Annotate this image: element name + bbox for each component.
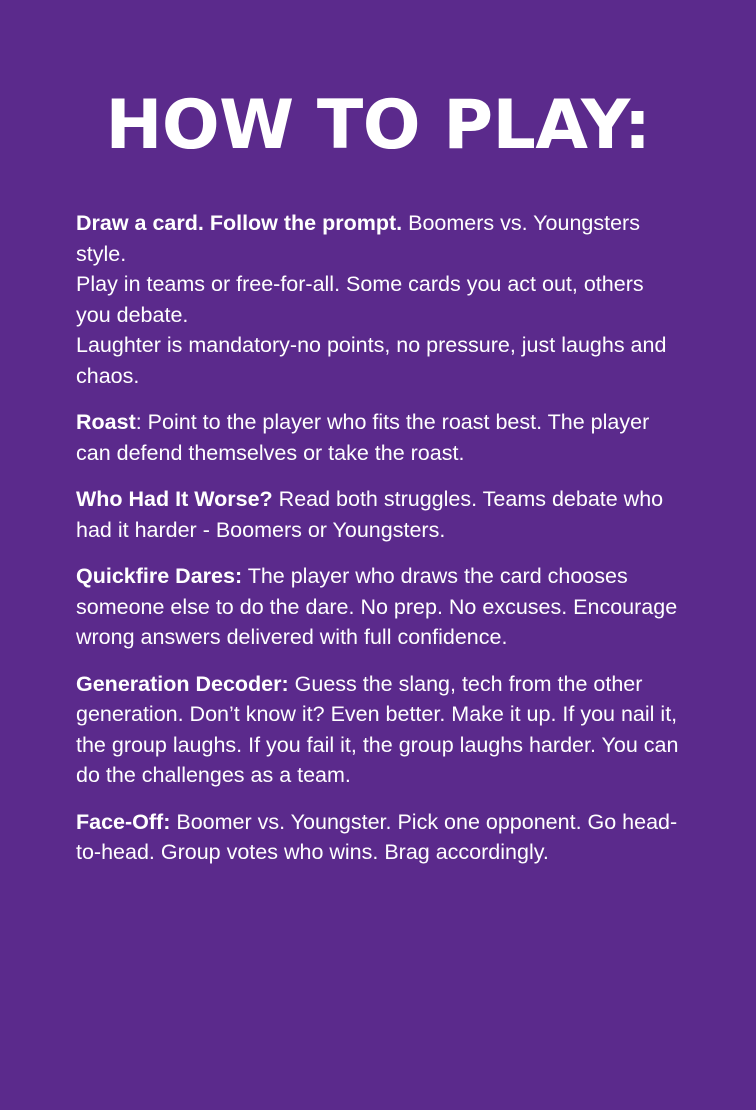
rule-quickfire-dares-lead: Quickfire Dares: [76,564,243,589]
page-title: HOW TO PLAY: [105,86,651,165]
intro-line-2-text: Play in teams or free-for-all. Some cards you act out, others you debate. [76,272,644,327]
rule-roast-text: : Point to the player who fits the roast best. The player can defend themselves or take the roast. [76,410,650,465]
rule-face-off-lead: Face-Off: [76,809,171,834]
rule-generation-decoder-text: Guess the slang, tech from the other generation. Don’t know it? Even better. Make it up. If you nail it, the group laughs. If you fail it, the group laughs harder. You can do the challenges as a team. [76,671,679,788]
rule-generation-decoder [76,669,680,791]
intro-line-1-lead: Draw a card. Follow the prompt. [76,211,403,235]
rule-quickfire-dares [76,561,680,653]
intro-line-1-text: Boomers vs. Youngsters style. [76,211,640,266]
intro-line-2 [76,269,680,330]
intro-line-3-text: Laughter is mandatory-no points, no pressure, just laughs and chaos. [76,333,667,388]
rule-roast [76,407,680,468]
intro-line-3 [76,330,680,391]
rule-who-had-it-worse [76,484,680,545]
rule-face-off-text: Boomer vs. Youngster. Pick one opponent. Go head-to-head. Group votes who wins. Brag accordingly. [76,809,678,865]
rule-face-off [76,807,680,868]
rule-who-had-it-worse-text: Read both struggles. Teams debate who had it harder - Boomers or Youngsters. [76,487,664,542]
rule-roast-lead: Roast [76,410,136,435]
intro-line-1 [76,208,680,269]
rule-generation-decoder-lead: Generation Decoder: [76,671,289,696]
rule-who-had-it-worse-lead: Who Had It Worse? [76,487,273,512]
instructions-body [76,208,680,868]
rule-quickfire-dares-text: The player who draws the card chooses someone else to do the dare. No prep. No excuses. Encourage wrong answers delivered with full confidence. [76,564,678,650]
intro-block [76,208,680,391]
